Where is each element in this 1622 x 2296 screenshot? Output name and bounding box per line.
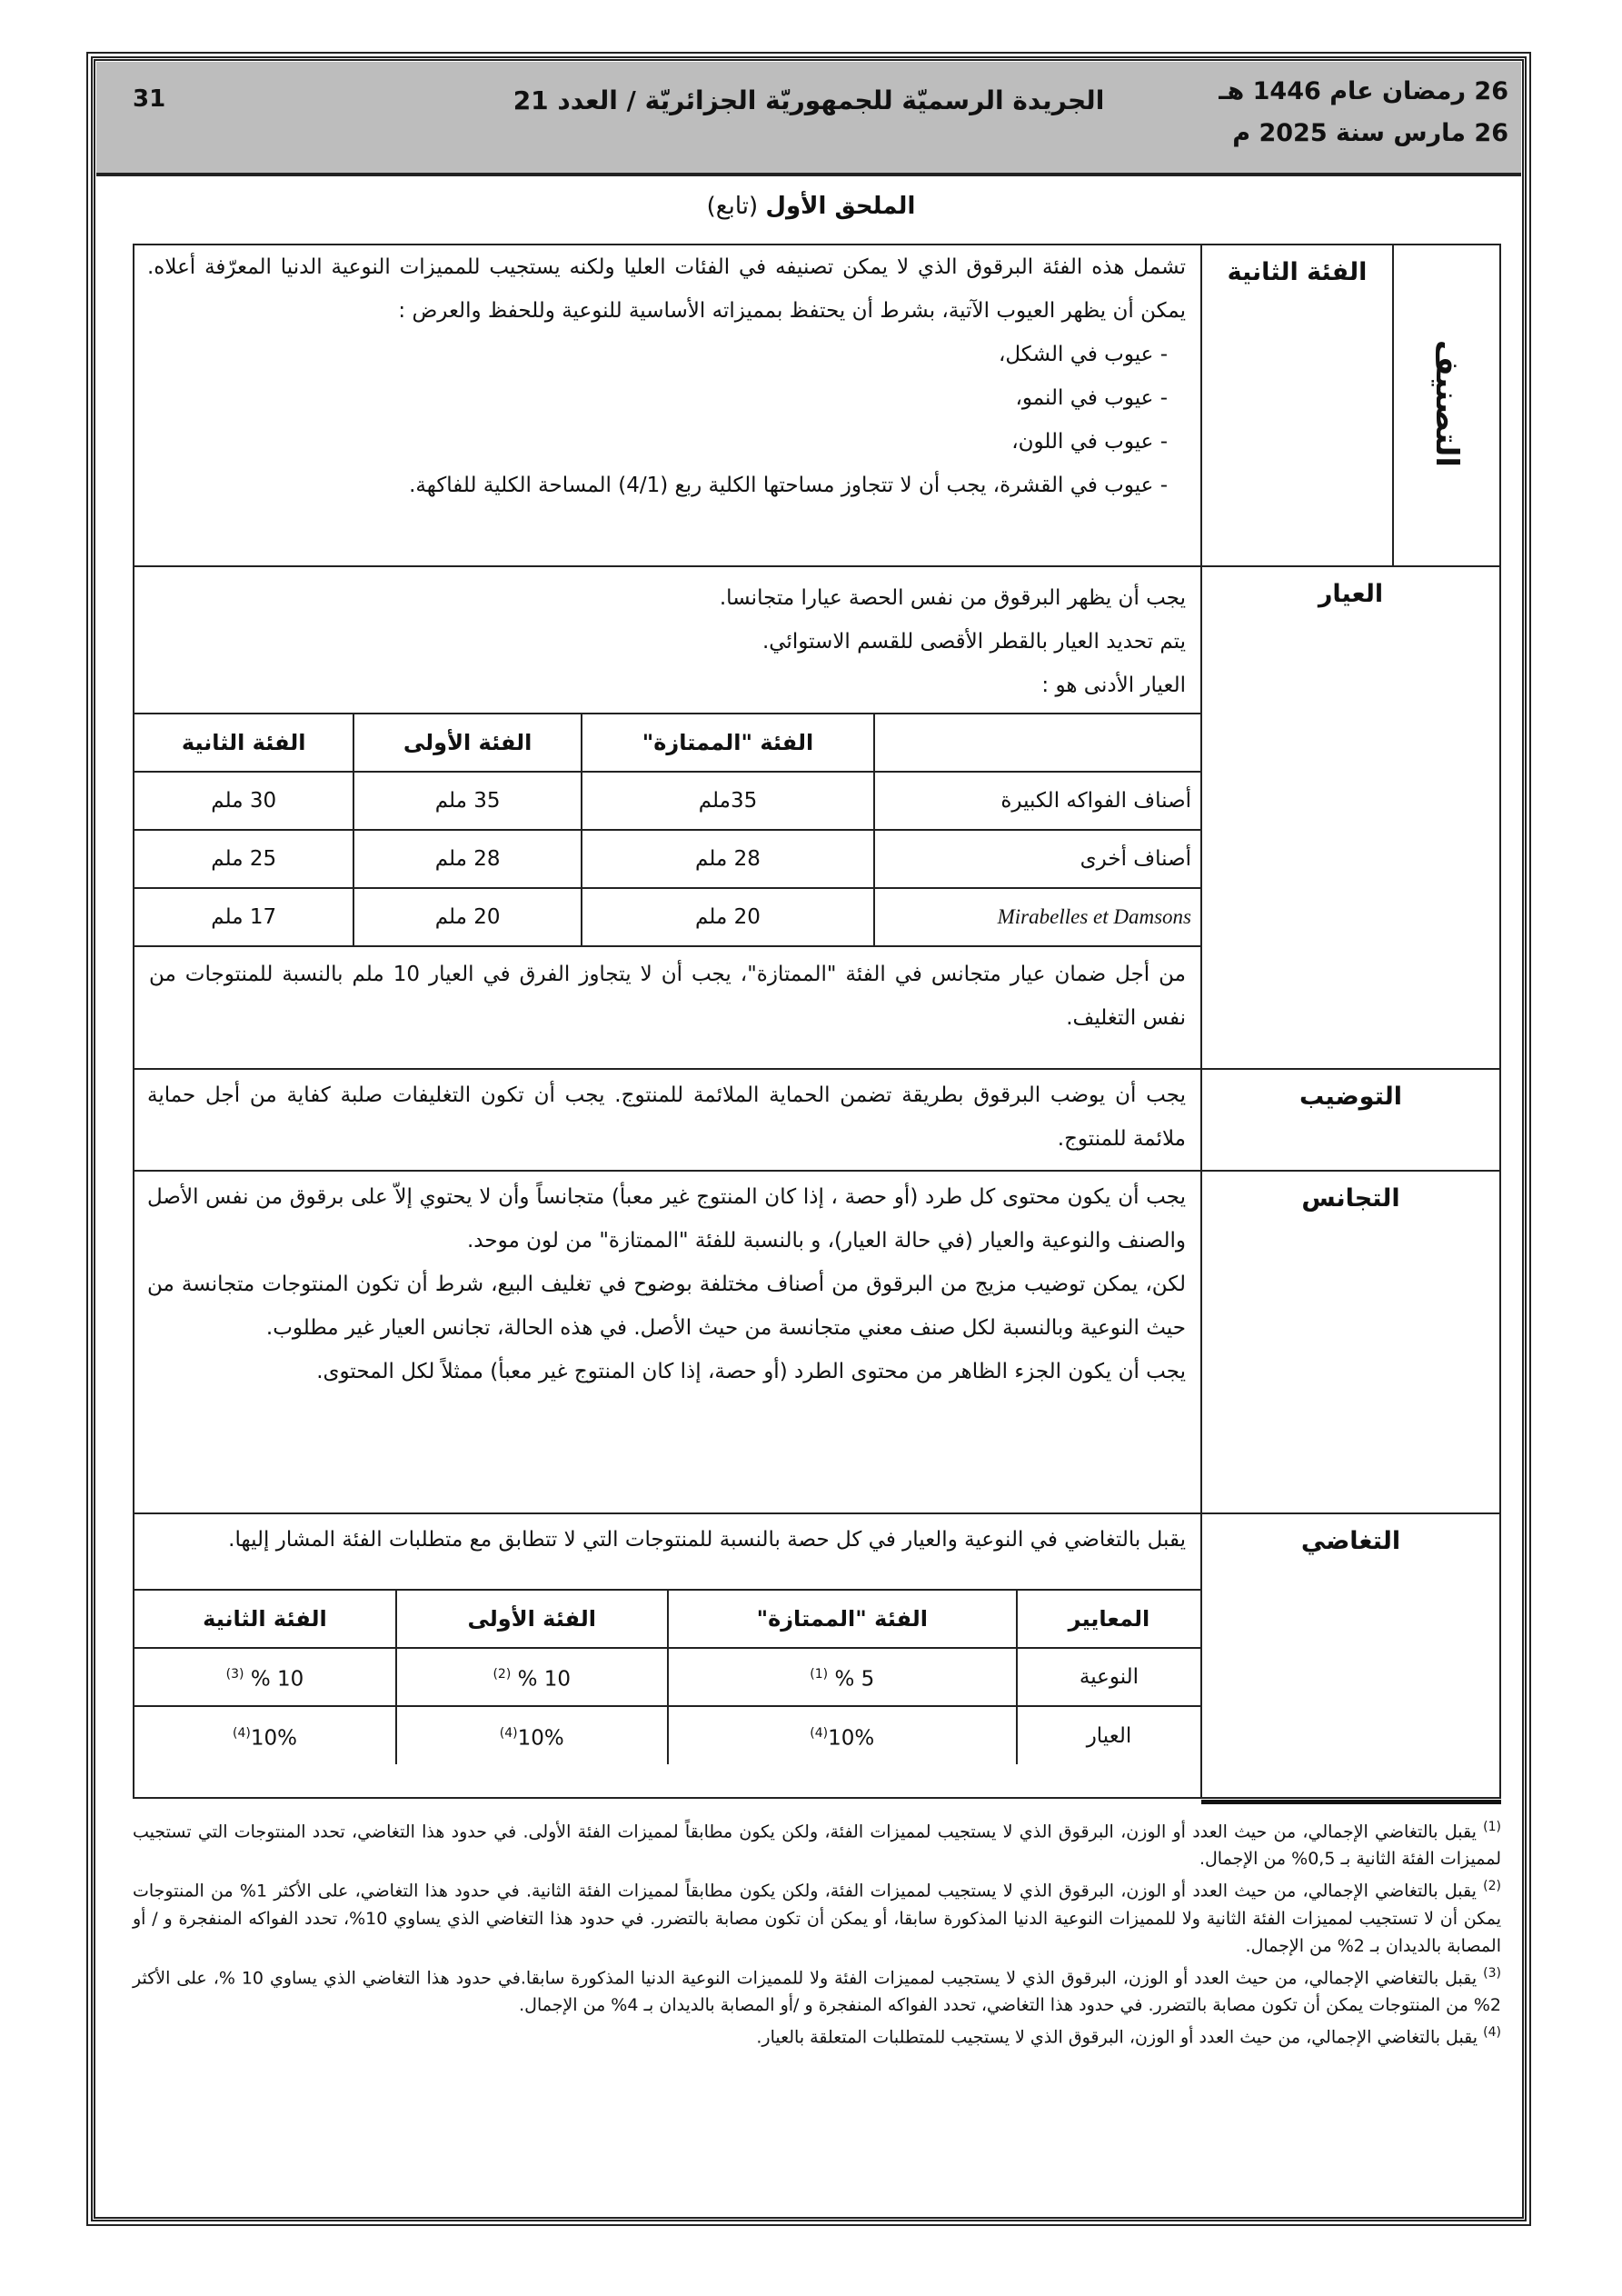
uniformity-content — [134, 1171, 1201, 1513]
footnote-text: يقبل بالتغاضي الإجمالي، من حيث العدد أو الوزن، البرقوق الذي لا يستجيب للمتطلبات المتعلقة بالعيار. — [756, 2027, 1478, 2048]
row-packaging — [134, 1069, 1500, 1171]
footnote-text: يقبل بالتغاضي الإجمالي، من حيث العدد أو الوزن، البرقوق الذي لا يستجيب لمميزات الفئة ولا للمميزات النوعية الدنيا المذكورة سابقا.في حدود هذا التغاضي الذي يساوي 10 %، على الأكثر 2% من المنتوجات يمكن أن تكون مصابة بالتضرر. في حدود هذا التغاضي، تحدد الفواكه المنفجرة و /أو المصابة بالديدان بـ 4% من الإجمال. — [133, 1967, 1501, 2015]
value: 10% — [250, 1726, 297, 1751]
col-header: الفئة "الممتازة" — [582, 714, 874, 772]
cell — [396, 1648, 668, 1706]
journal-title: الجريدة الرسميّة للجمهوريّة الجزائريّة / العدد 21 — [512, 85, 1105, 115]
cell: 28 ملم — [353, 830, 581, 888]
footnote-ref: (3) — [225, 1667, 244, 1682]
footnote-number: (4) — [1483, 2024, 1501, 2040]
classification-intro: تشمل هذه الفئة البرقوق الذي لا يمكن تصنيفه في الفئات العليا ولكنه يستجيب للمميزات النوعية الدنيا المعرّفة أعلاه. يمكن أن يظهر العيوب الآتية، بشرط أن يحتفظ بمميزاته الأساسية للنوعية وللحفظ والعرض : — [147, 255, 1186, 323]
row-label: Mirabelles et Damsons — [874, 888, 1200, 946]
label-uniformity: التجانس — [1201, 1171, 1500, 1513]
row-tolerance — [134, 1513, 1500, 1798]
cell: 25 ملم — [134, 830, 353, 888]
hijri-date: 26 رمضان عام 1446 هـ — [1219, 77, 1508, 105]
row-label: أصناف الفواكه الكبيرة — [874, 772, 1200, 830]
page-number: 31 — [133, 85, 166, 113]
col-header — [874, 714, 1200, 772]
col-header: الفئة الثانية — [134, 714, 353, 772]
section-classification — [1393, 245, 1500, 566]
footnote — [133, 1872, 1501, 1959]
footnote — [133, 1813, 1501, 1872]
label-packaging: التوضيب — [1201, 1069, 1500, 1171]
annex-title — [0, 193, 1622, 220]
cell: 35 ملم — [353, 772, 581, 830]
footnote-text: يقبل بالتغاضي الإجمالي، من حيث العدد أو الوزن، البرقوق الذي لا يستجيب لمميزات الفئة، ولكن يكون مطابقاً لمميزات الفئة الأولى. في حدود هذا التغاضي، تحدد المنتوجات التي تستجيب لمميزات الفئة الثانية بـ 0,5% من الإجمال. — [133, 1822, 1501, 1870]
label-sizing: العيار — [1201, 566, 1500, 1069]
uniformity-paragraph: يجب أن يكون الجزء الظاهر من محتوى الطرد (أو حصة، إذا كان المنتوج غير معبأ) ممثلاً لكل المحتوى. — [316, 1360, 1186, 1383]
tolerance-content — [134, 1513, 1201, 1798]
sizing-note: من أجل ضمان عيار متجانس في الفئة "الممتازة"، يجب أن لا يتجاوز الفرق في العيار 10 ملم بالنسبة للمنتوجات من نفس التغليف. — [149, 963, 1186, 1030]
row-classification — [134, 245, 1500, 566]
cell — [134, 1648, 396, 1706]
table-row — [134, 830, 1200, 888]
row-label: أصناف أخرى — [874, 830, 1200, 888]
cell: 30 ملم — [134, 772, 353, 830]
footnote — [133, 2019, 1501, 2051]
value: 5 % — [834, 1667, 875, 1692]
cell — [134, 1706, 396, 1764]
footnote-divider — [1201, 1800, 1501, 1804]
footnote-ref: (1) — [810, 1667, 829, 1682]
table-row — [134, 888, 1200, 946]
footnotes — [133, 1813, 1501, 2051]
section-label: التصنيف — [1428, 339, 1465, 468]
packaging-text: يجب أن يوضب البرقوق بطريقة تضمن الحماية الملائمة للمنتوج. يجب أن تكون التغليفات صلبة كفاية من أجل حماية ملائمة للمنتوج. — [134, 1069, 1201, 1171]
footnote-number: (2) — [1483, 1879, 1502, 1894]
annex-suffix: (تابع) — [706, 193, 759, 220]
row-label: النوعية — [1017, 1648, 1200, 1706]
tolerance-table-header — [134, 1590, 1200, 1648]
footnote-ref: (2) — [493, 1667, 512, 1682]
sizing-line: يتم تحديد العيار بالقطر الأقصى للقسم الاستوائي. — [761, 630, 1186, 654]
sizing-line: يجب أن يظهر البرقوق من نفس الحصة عيارا متجانسا. — [719, 586, 1186, 610]
value: 10 % — [250, 1667, 304, 1692]
uniformity-paragraph: يجب أن يكون محتوى كل طرد (أو حصة ، إذا كان المنتوج غير معبأ) متجانساً وأن لا يحتوي إلاّ على برقوق من نفس الأصل والصنف والنوعية والعيار (في حالة العيار)، و بالنسبة للفئة "الممتازة" من لون موحد. — [147, 1185, 1186, 1253]
tolerance-table — [134, 1589, 1200, 1764]
row-sizing — [134, 566, 1500, 1069]
cell: 28 ملم — [582, 830, 874, 888]
tolerance-text: يقبل بالتغاضي في النوعية والعيار في كل حصة بالنسبة للمنتوجات التي لا تتطابق مع متطلبات الفئة المشار إليها. — [228, 1528, 1186, 1552]
defect-item: - عيوب في القشرة، يجب أن لا تتجاوز مساحتها الكلية ربع (4/1) المساحة الكلية للفاكهة. — [409, 474, 1168, 497]
annex-name: الملحق الأول — [765, 193, 916, 220]
annex-table — [133, 244, 1501, 1799]
col-header: الفئة الأولى — [353, 714, 581, 772]
cell: 35ملم — [582, 772, 874, 830]
footnote-number: (1) — [1483, 1820, 1501, 1834]
defect-item: - عيوب في اللون، — [1011, 430, 1168, 454]
label-class-two: الفئة الثانية — [1201, 245, 1393, 566]
value: 10% — [517, 1726, 564, 1751]
footnote-ref: (4) — [499, 1725, 518, 1741]
col-header: الفئة الثانية — [134, 1590, 396, 1648]
footnote-ref: (4) — [232, 1725, 251, 1741]
footnote-ref: (4) — [810, 1725, 829, 1741]
label-tolerance: التغاضي — [1201, 1513, 1500, 1798]
sizing-line: العيار الأدنى هو : — [1041, 674, 1186, 697]
cell: 17 ملم — [134, 888, 353, 946]
footnote-text: يقبل بالتغاضي الإجمالي، من حيث العدد أو الوزن، البرقوق الذي لا يستجيب لمميزات الفئة، ولكن يكون مطابقاً لمميزات الفئة الثانية. في حدود هذا التغاضي، على الأكثر 1% من المنتوجات يمكن أن لا تستجيب لمميزات الفئة الثانية ولا للمميزات النوعية الدنيا المذكورة سابقا، أو يمكن أن تكون مصابة بالتضرر. في حدود هذا التغاضي الذي يساوي 10%، تحدد الفواكه المنفجرة و / أو المصابة بالديدان بـ 2% من الإجمال. — [133, 1881, 1502, 1956]
value: 10% — [828, 1726, 875, 1751]
row-uniformity — [134, 1171, 1500, 1513]
footnote — [133, 1960, 1501, 2019]
col-header: الفئة "الممتازة" — [668, 1590, 1017, 1648]
col-header: المعايير — [1017, 1590, 1200, 1648]
cell — [668, 1706, 1017, 1764]
gregorian-date: 26 مارس سنة 2025 م — [1232, 119, 1508, 147]
defect-item: - عيوب في الشكل، — [998, 343, 1168, 366]
sizing-content — [134, 566, 1201, 1069]
uniformity-paragraph: لكن، يمكن توضيب مزيج من البرقوق من أصناف مختلفة بوضوح في تغليف البيع، شرط أن تكون المنتوجات متجانسة من حيث النوعية وبالنسبة لكل صنف معني متجانسة من حيث الأصل. في هذه الحالة، تجانس العيار غير مطلوب. — [147, 1273, 1186, 1340]
table-row — [134, 1706, 1200, 1764]
table-row — [134, 772, 1200, 830]
sizing-table — [134, 713, 1200, 947]
footnote-number: (3) — [1483, 1965, 1501, 1981]
cell — [396, 1706, 668, 1764]
col-header: الفئة الأولى — [396, 1590, 668, 1648]
defect-item: - عيوب في النمو، — [1015, 386, 1168, 410]
classification-content — [134, 245, 1201, 566]
sizing-table-header — [134, 714, 1200, 772]
cell: 20 ملم — [353, 888, 581, 946]
table-row — [134, 1648, 1200, 1706]
cell: 20 ملم — [582, 888, 874, 946]
cell — [668, 1648, 1017, 1706]
value: 10 % — [517, 1667, 572, 1692]
page-header — [96, 62, 1521, 176]
row-label: العيار — [1017, 1706, 1200, 1764]
